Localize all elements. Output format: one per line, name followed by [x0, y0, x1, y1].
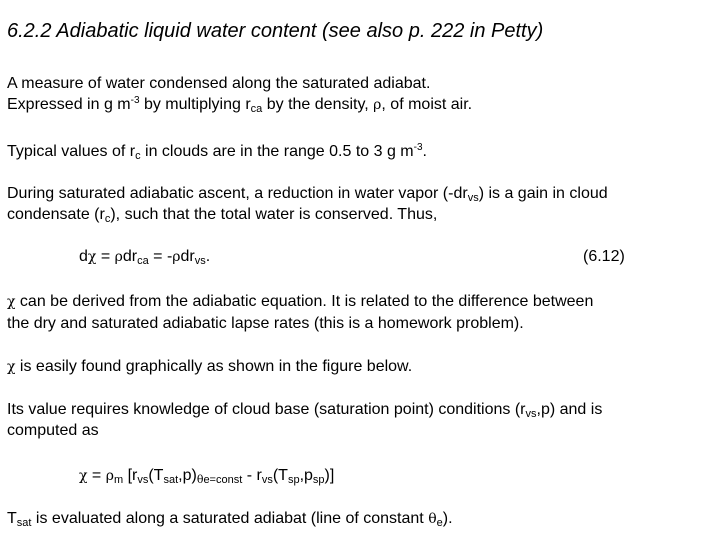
- paragraph-ascent: [7, 183, 608, 225]
- cloud-base-line-2: computed as: [7, 422, 99, 439]
- equation-number: (6.12): [583, 248, 625, 265]
- ascent-line-2: condensate $(r_c)$, such that the total water is conserved. Thus,: [7, 206, 438, 225]
- paragraph-graphical: χ is easily found graphically as shown in the figure below.: [7, 358, 413, 375]
- equation-6-12: dχ = ρdr$_{ca}$ = -ρdr$_{vs}$.: [79, 248, 211, 267]
- paragraph-t-sat: $T_{sat}$ is evaluated along a saturated adiabat (line of constant $\theta_e$).: [7, 510, 453, 529]
- ascent-line-1: During saturated adiabatic ascent, a reduction in water vapor $(-dr_{vs})$ is a gain in cloud: [7, 185, 608, 204]
- paragraph-cloud-base: [7, 399, 602, 441]
- paragraph-derivation: [7, 291, 593, 334]
- derivation-line-1: χ can be derived from the adiabatic equation. It is related to the difference between: [7, 293, 594, 310]
- equation-chi: $\chi = \rho_m$ $[r_{vs}(T_{sat},p)_{\theta e=const} - r_{vs}(T_{sp},p_{sp})]$: [79, 467, 335, 486]
- paragraph-typical-values: Typical values of $r_c$ in clouds are in the range 0.5 to 3 g $m^{-3}$.: [7, 142, 427, 162]
- derivation-line-2: the dry and saturated adiabatic lapse rates (this is a homework problem).: [7, 315, 524, 332]
- definition-line-1: A measure of water condensed along the saturated adiabat.: [7, 75, 431, 92]
- section-title: 6.2.2 Adiabatic liquid water content (see also p. 222 in Petty): [7, 20, 544, 42]
- paragraph-definition: [7, 73, 472, 116]
- definition-line-2: Expressed in g $m^{-3}$ by multiplying $r_{ca}$ by the density, ρ, of moist air.: [7, 95, 473, 115]
- cloud-base-line-1: Its value requires knowledge of cloud base (saturation point) conditions $(r_{vs},p)$ and is: [7, 401, 603, 420]
